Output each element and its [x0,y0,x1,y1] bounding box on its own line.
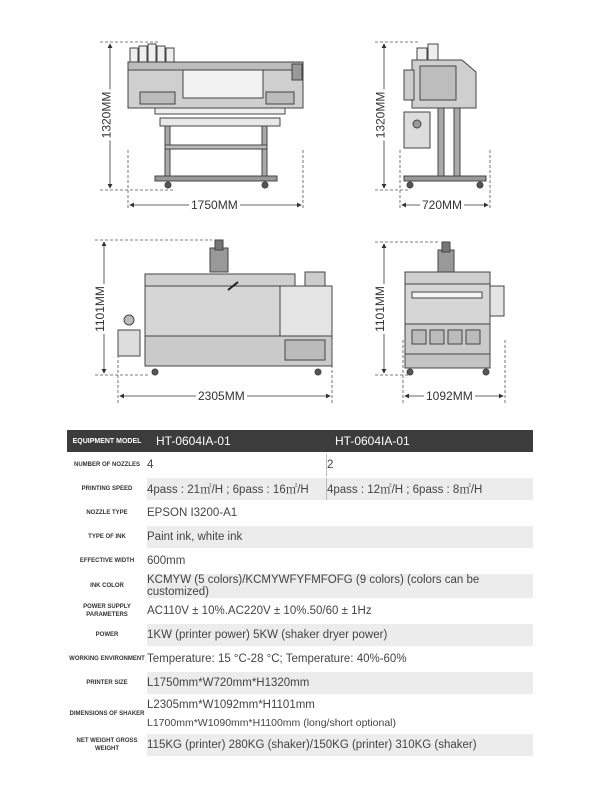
table-row [67,734,533,756]
table-row [67,672,533,694]
row-label: POWER [95,632,119,638]
table-row [67,502,533,524]
header-model-b: HT-0604IA-01 [326,430,533,452]
table-row [67,550,533,572]
table-header [67,430,533,452]
row-value: Temperature: 15 °C-28 °C; Temperature: 40%-60% [147,648,533,670]
row-value-a: 4 [147,454,326,476]
shaker-front-view [118,240,332,375]
table-row [67,696,533,732]
row-label: WORKING ENVIRONMENT [69,656,145,662]
table-row [67,648,533,670]
row-value: 115KG (printer) 280KG (shaker)/150KG (printer) 310KG (shaker) [147,734,533,756]
row-value: EPSON I3200-A1 [147,502,533,524]
printer-width-label: 1750MM [191,198,238,212]
table-row [67,600,533,622]
row-value: AC110V ± 10%.AC220V ± 10%.50/60 ± 1Hz [147,600,533,622]
row-label: NOZZLE TYPE [86,510,128,516]
printer-depth-label: 720MM [422,198,463,212]
row-value-a: 4pass : 21㎡/H ; 6pass : 16㎡/H [147,478,326,500]
row-label: NUMBER OF NOZZLES [74,462,140,468]
shaker-side-height-label: 1101MM [372,286,387,332]
row-label: DIMENSIONS OF SHAKER [69,711,145,717]
row-value-line-2: L1700mm*W1090mm*H1100mm (long/short optional) [147,717,397,729]
table-row [67,624,533,646]
header-model-a: HT-0604IA-01 [147,430,326,452]
spec-table [67,428,533,758]
row-value-b: 4pass : 12㎡/H ; 6pass : 8㎡/H [326,478,533,500]
row-label: POWER SUPPLY PARAMETERS [83,604,131,618]
table-row [67,526,533,548]
table-row [67,574,533,598]
shaker-side-view [405,242,504,375]
row-value: L1750mm*W720mm*H1320mm [147,672,533,694]
shaker-height-label: 1101MM [92,286,107,332]
printer-height-label: 1320MM [99,91,114,139]
row-value-multi [147,696,533,732]
header-label: EQUIPMENT MODEL [67,430,147,452]
printer-side-height-label: 1320MM [373,91,388,139]
row-value: KCMYW (5 colors)/KCMYWFYFMFOFG (9 colors) (colors can be customized) [147,574,533,598]
printer-side-view [404,44,486,188]
row-value: 1KW (printer power) 5KW (shaker dryer power) [147,624,533,646]
row-value-line-1: L2305mm*W1092mm*H1101mm [147,699,315,711]
shaker-width-label: 2305MM [198,389,245,403]
table-row [67,478,533,500]
row-label: TYPE OF INK [88,534,126,540]
row-label: PRINTER SIZE [86,680,128,686]
row-value-b: 2 [326,454,533,476]
row-value: Paint ink, white ink [147,526,533,548]
row-label: NET WEIGHT GROSS WEIGHT [76,738,138,752]
row-label: PRINTING SPEED [81,486,133,492]
row-label: INK COLOR [90,583,124,589]
row-value: 600mm [147,550,533,572]
shaker-depth-label: 1092MM [426,389,473,403]
table-row [67,454,533,476]
row-label: EFFECTIVE WIDTH [79,558,135,564]
printer-front-view [128,44,303,188]
